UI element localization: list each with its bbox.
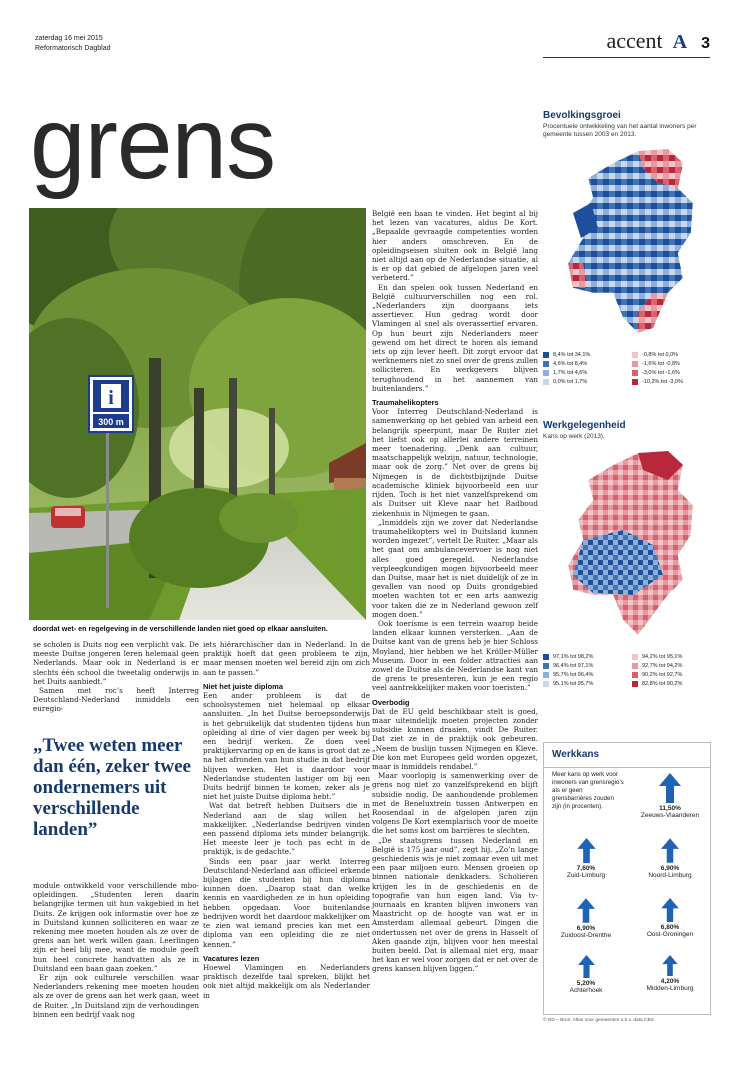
- legend-label: 90,2% tot 92,7%: [642, 672, 683, 678]
- legend-label: -3,0% tot -1,6%: [642, 370, 680, 376]
- arrow-up-icon: [659, 773, 681, 803]
- column-1-top: [33, 640, 199, 714]
- paragraph: „Inmiddels zijn we zover dat Nederlandse traumahelikopters wel in Duitsland kunnen worden ingezet”, vertelt De Ruiter. „Maar als het gaat om ambulancevervoer is nog niet alles goed geregeld. Nederlandse verpleegkundigen mogen bijvoorbeeld meer dan Duitse, maar het is niet duidelijk of ze in gevallen van nood op Duits grondgebied moeten wachten tot er een arts aanwezig voor taken die ze in Nederland gewoon zelf mogen doen.”: [372, 517, 538, 619]
- werkgelegenheid-legend: [543, 654, 711, 687]
- legend-swatch: [543, 379, 549, 385]
- werkgelegenheid-legend-item: [632, 681, 711, 687]
- section-letter: A: [672, 31, 688, 53]
- werkkans-box: [543, 742, 711, 1015]
- paragraph: En dan spelen ook tussen Nederland en België cultuurverschillen nog een rol. „Nederlanders zijn doorgaans iets assertiever. Hun gedrag wordt door Vlamingen al snel als overassertief ervaren. Op hun beurt zijn Nederlanders meer gewend om het direct te horen als iemand iets op zijn lever heeft. Dit zorgt ervoor dat werknemers niet zo snel over de grens zullen solliciteren. En werkgevers blijven terughoudend in het aannemen van buitenlanders.”: [372, 282, 538, 393]
- werkkans-item: [628, 955, 712, 992]
- paragraph: België een baan te vinden. Het begint al bij het lezen van vacatures, aldus De Kort. „Bepaalde gevraagde competenties worden hier anders omschreven. En de opleidingseisen sluiten ook in België lang niet altijd aan op de Nederlandse situatie, al is er op dat gebied de afgelopen jaren veel verbeterd.”: [372, 209, 538, 283]
- legend-swatch: [632, 361, 638, 367]
- legend-label: 97,1% tot 98,2%: [553, 654, 594, 660]
- legend-label: 92,7% tot 94,2%: [642, 663, 683, 669]
- legend-label: 4,6% tot 8,4%: [553, 361, 588, 367]
- svg-text:i: i: [108, 387, 114, 409]
- photo-illustration: [29, 208, 366, 620]
- werkkans-percentage: 5,20%: [576, 980, 596, 987]
- bevolking-legend-item: [632, 361, 711, 367]
- werkkans-percentage: 6,90%: [660, 865, 680, 872]
- legend-swatch: [543, 663, 549, 669]
- legend-swatch: [543, 672, 549, 678]
- werkkans-divider: [544, 767, 710, 768]
- werkkans-item: [628, 773, 712, 819]
- legend-swatch: [543, 681, 549, 687]
- legend-label: 95,1% tot 95,7%: [553, 681, 594, 687]
- werkkans-region: Zuid-Limburg: [566, 872, 606, 879]
- bevolking-legend-item: [543, 379, 622, 385]
- subheading: Traumahelikopters: [372, 398, 439, 408]
- werkkans-percentage: 6,90%: [576, 925, 596, 932]
- arrow-up-icon: [578, 955, 595, 978]
- werkkans-region: Zuidoost-Drenthe: [560, 932, 612, 939]
- subheading: Niet het juiste diploma: [203, 681, 284, 691]
- page-headline: grens: [30, 86, 276, 200]
- legend-label: 94,2% tot 95,1%: [642, 654, 683, 660]
- paragraph: Een ander probleem is dat de schoolsystemen niet helemaal op elkaar aansluiten. „In het Duitse beroepsonderwijs is het gebruikelijk dat studenten tijdens hun opleiding al drie of vier dagen per week bij een bedrijf werken. Ze doen veel praktijkervaring op en de kans is groot dat ze na het afronden van hun studie in dat bedrijf blijven werken. Het is daardoor voor Nederlandse studenten lastiger om bij een Duits bedrijf binnen te komen, zeker als je niet het juiste Duitse diploma hebt.”: [203, 691, 370, 802]
- bevolking-panel: [543, 110, 711, 385]
- paragraph: Er zijn ook culturele verschillen waar Nederlanders rekening mee moeten houden als ze over de grens aan het werk gaan, weet de Ruiter. „In Duitsland zijn de verhoudingen binnen een bedrijf vaak nog: [33, 973, 199, 1019]
- paragraph: Maar voorlopig is samenwerking over de grens nog niet zo vanzelfsprekend en blijft subsidie nodig. De aanhoudende problemen met de Beneluxtrein tussen Antwerpen en Roosendaal in de afgelopen jaren zijn volgens De Kort exemplarisch voor de moeite die het soms kost om barrières te slechten.: [372, 771, 538, 836]
- legend-swatch: [543, 654, 549, 660]
- paragraph: Sinds een paar jaar werkt Interreg Deutschland-Nederland aan officieel erkende bijlagen die studenten bij hun diploma kunnen doen. „Daarop staat dan welke kennis en vaardigheden ze in hun opleiding hebben opgedaan. Voor buitenlandse bedrijven wordt het daardoor makkelijker om te zien wat iemand precies kan met een diploma van een opleiding die ze niet kennen.”: [203, 856, 370, 949]
- bevolking-legend-item: [543, 361, 622, 367]
- legend-swatch: [632, 379, 638, 385]
- masthead-right: [606, 28, 710, 54]
- werkgelegenheid-legend-item: [543, 654, 622, 660]
- werkgelegenheid-legend-item: [543, 663, 622, 669]
- bevolking-legend-item: [632, 379, 711, 385]
- paragraph: module ontwikkeld voor verschillende mbo-opleidingen. „Studenten leren daarin belangrijke termen uit hun vakgebied in het Duits. Ze krijgen ook informatie over hoe ze in Duitsland kunnen solliciteren en waar ze rekening mee moeten houden als ze over de grens aan het werk willen gaan. Leerlingen zijn er heel blij mee, want de module geeft hun heel concrete handvatten als ze in Duitsland een baan gaan zoeken.”: [33, 881, 199, 973]
- werkgelegenheid-subtitle: Kans op werk (2013).: [543, 433, 605, 440]
- legend-label: 96,4% tot 97,1%: [553, 663, 594, 669]
- bevolking-legend: [543, 352, 711, 385]
- paragraph: Hoewel Vlamingen en Nederlanders praktisch dezelfde taal spreken, blijkt het ook niet altijd makkelijk om als Nederlander in: [203, 962, 370, 1000]
- werkkans-percentage: 7,60%: [576, 865, 596, 872]
- bevolking-map: [543, 143, 711, 343]
- werkkans-intro: Meer kans op werk voor inwoners van grensregio’s als er geen grensbarrières zouden zijn (in procenten).: [552, 771, 624, 810]
- werkgelegenheid-legend-item: [632, 663, 711, 669]
- column-1-bottom: [33, 881, 199, 1019]
- legend-swatch: [632, 681, 638, 687]
- paragraph: iets hiërarchischer dan in Nederland. In de praktijk hoeft dat geen probleem te zijn, maar mensen moeten wel bereid zijn om zich aan te passen.”: [203, 640, 370, 677]
- paragraph: Ook toerisme is een terrein waarop beide landen elkaar kunnen versterken. „Aan de Duitse kant van de grens heb je hier Schloss Moyland, hier hebben we het Kröller-Müller Museum. Door in een folder attracties aan zowel de Duitse als de Nederlandse kant van de grens te presenteren, kun je een regio veel aantrekkelijker maken voor toeristen.”: [372, 618, 538, 693]
- werkkans-percentage: 6,80%: [660, 924, 680, 931]
- paragraph: Wat dat betreft hebben Duitsers die in Nederland aan de slag willen het makkelijker. „Nederlandse bedrijven vinden een passend diploma iets minder belangrijk. Het meeste leer je toch pas echt in de praktijk, is de gedachte.”: [203, 801, 370, 857]
- legend-swatch: [632, 654, 638, 660]
- page-number: 3: [701, 35, 710, 52]
- werkkans-region: Noord-Limburg: [648, 872, 692, 879]
- road-photo: [29, 208, 366, 620]
- werkkans-item: [544, 838, 628, 879]
- subheading: Vacatures lezen: [203, 953, 260, 963]
- werkkans-item: [628, 898, 712, 938]
- werkkans-percentage: 4,20%: [660, 978, 680, 985]
- arrow-up-icon: [662, 955, 678, 976]
- pull-quote: „Twee weten meer dan één, zeker twee ondernemers uit verschillende landen”: [33, 735, 191, 840]
- legend-label: -1,6% tot -0,8%: [642, 361, 680, 367]
- paragraph: Samen met roc’s heeft Interreg Deutschland-Nederland inmiddels een euregio-: [33, 686, 199, 714]
- publication-name: Reformatorisch Dagblad: [35, 45, 111, 52]
- werkkans-item: [544, 955, 628, 994]
- source-credit: © RD – Bron: Atlas voor gemeenten o.b.v. data CBS: [543, 1018, 654, 1023]
- legend-label: 1,7% tot 4,6%: [553, 370, 588, 376]
- paragraph: „De staatsgrens tussen Nederland en België is 175 jaar oud”, zegt hij. „Zo’n lange geschiedenis wis je niet zomaar even uit met een paar miljoen euro. Mensen groeien op binnen nationale denkkaders. Scholieren krijgen les in de geschiedenis en de topografie van hun eigen land. Via tv-journaals en kranten blijven inwoners van Maastricht op de hoogte van wat er in Amsterdam allemaal gebeurt. Dingen die ondertussen net over de grens in Hasselt of Aken gaande zijn, blijven voor hen meestal buiten beeld. Dat is allemaal niet erg, maar het kan er wel voor zorgen dat er net over de grens kansen blijven liggen.”: [372, 835, 538, 974]
- legend-label: 0,0% tot 1,7%: [553, 379, 588, 385]
- werkgelegenheid-legend-item: [632, 672, 711, 678]
- legend-label: 8,4% tot 34,1%: [553, 352, 591, 358]
- werkgelegenheid-panel: [543, 420, 711, 687]
- paragraph: Dat de EU geld beschikbaar stelt is goed, maar uiteindelijk moeten projecten zonder subsidie kunnen draaien, vindt De Ruiter. Dat ziet ze in de praktijk ook gebeuren. „Neem de buslijn tussen Nijmegen en Kleve. Die kon met Europees geld worden opgezet, maar is inmiddels rendabel.”: [372, 706, 538, 771]
- werkkans-title: Werkkans: [552, 749, 600, 760]
- bevolking-subtitle: Procentuele ontwikkeling van het aantal inwoners per gemeente tussen 2003 en 2013.: [543, 123, 697, 138]
- bevolking-legend-item: [543, 352, 622, 358]
- sign-distance: 300 m: [98, 417, 124, 427]
- header-divider: [543, 57, 710, 58]
- arrow-up-icon: [577, 898, 595, 923]
- werkkans-region: Oost-Groningen: [646, 931, 694, 938]
- legend-swatch: [632, 663, 638, 669]
- section-name: accent: [606, 28, 663, 53]
- arrow-up-icon: [661, 838, 679, 863]
- subheading: Overbodig: [372, 697, 410, 707]
- bevolking-legend-item: [543, 370, 622, 376]
- arrow-up-icon: [577, 838, 596, 863]
- werkkans-region: Zeeuws-Vlaanderen: [640, 812, 700, 819]
- bevolking-legend-item: [632, 352, 711, 358]
- werkgelegenheid-legend-item: [543, 681, 622, 687]
- legend-swatch: [632, 672, 638, 678]
- column-2: [203, 640, 370, 1000]
- legend-label: -0,8% tot 0,0%: [642, 352, 679, 358]
- werkkans-item: [628, 838, 712, 879]
- werkkans-item: [544, 898, 628, 939]
- legend-swatch: [632, 352, 638, 358]
- legend-swatch: [543, 361, 549, 367]
- paragraph: se scholen is Duits nog een verplicht vak. De meeste Duitse jongeren leren helemaal geen Nederlands. Maar ook in Nederland is er slechts één school die tweetalig onderwijs in het Duits aanbiedt.”: [33, 640, 199, 686]
- legend-label: -10,2% tot -3,0%: [642, 379, 683, 385]
- arrow-up-icon: [661, 898, 679, 922]
- column-3: [372, 209, 538, 974]
- werkgelegenheid-map: [543, 445, 711, 645]
- legend-swatch: [543, 370, 549, 376]
- werkkans-region: Midden-Limburg: [646, 985, 694, 992]
- werkkans-percentage: 11,50%: [659, 805, 681, 812]
- werkgelegenheid-title: Werkgelegenheid: [543, 420, 626, 431]
- legend-label: 82,8% tot 90,2%: [642, 681, 683, 687]
- legend-swatch: [632, 370, 638, 376]
- werkgelegenheid-legend-item: [632, 654, 711, 660]
- legend-label: 95,7% tot 96,4%: [553, 672, 594, 678]
- issue-date: zaterdag 16 mei 2015: [35, 35, 103, 42]
- masthead-left: [35, 34, 110, 54]
- bevolking-title: Bevolkingsgroei: [543, 110, 621, 121]
- legend-swatch: [543, 352, 549, 358]
- werkgelegenheid-legend-item: [543, 672, 622, 678]
- photo-caption: doordat wet- en regelgeving in de verschillende landen niet goed op elkaar aansluiten.: [33, 624, 328, 633]
- paragraph: Voor Interreg Deutschland-Nederland is samenwerking op het gebied van arbeid een belangrijk speerpunt, maar De Ruiter ziet het liefst ook op allerlei andere terreinen meer toenadering. „Denk aan cultuur, maatschappelijk welzijn, natuur, technologie, maar ook de zorg.” Net over de grens bij Nijmegen is de dichtstbijzijnde Duitse academische kliniek bijvoorbeeld een uur rijden. Toch is het niet vanzelfsprekend om als Duitser uit Kleve naar het Radboud ziekenhuis in Nijmegen te gaan.: [372, 407, 538, 518]
- werkkans-region: Achterhoek: [569, 987, 603, 994]
- bevolking-legend-item: [632, 370, 711, 376]
